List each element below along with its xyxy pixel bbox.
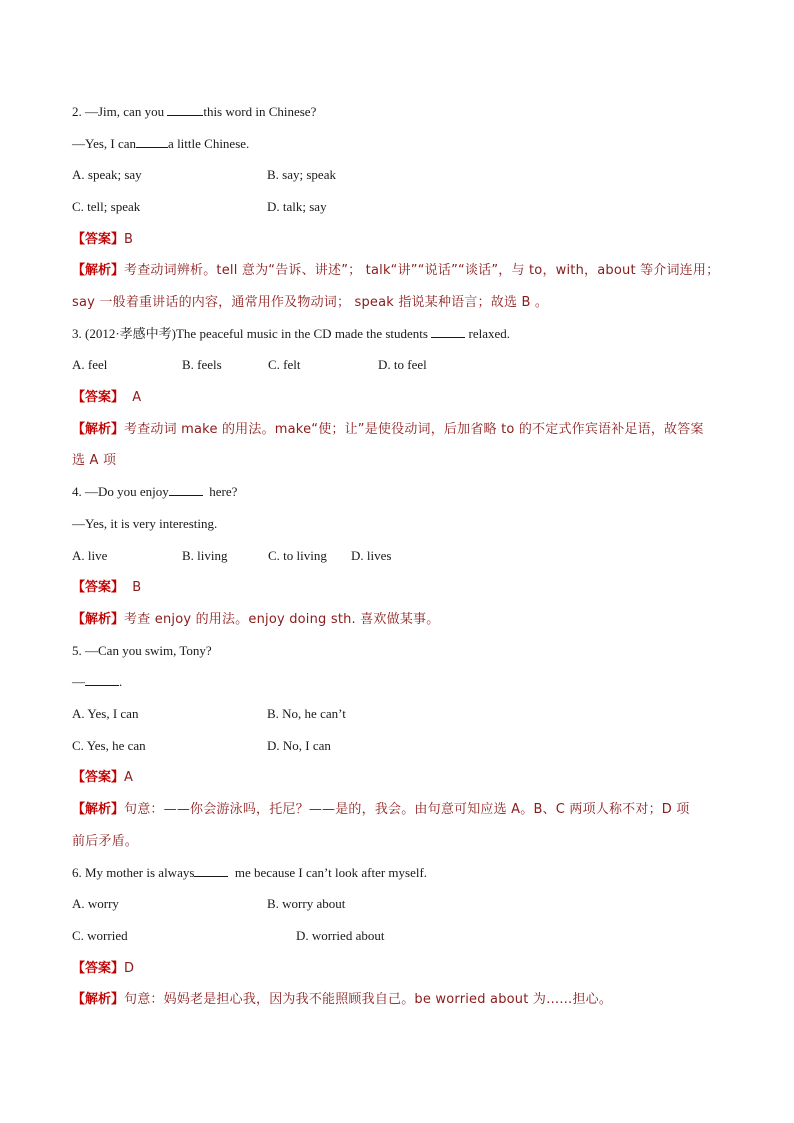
reply-text: a little Chinese.	[168, 136, 250, 151]
explanation-line	[72, 832, 138, 851]
question-5-reply	[72, 673, 122, 691]
explanation-text: 前后矛盾。	[72, 834, 139, 849]
question-2-stem	[72, 103, 316, 121]
question-4-stem	[72, 483, 237, 501]
explanation-line	[72, 261, 719, 280]
explanation-line	[72, 610, 439, 629]
question-stem-text: me because I can’t look after myself.	[228, 865, 428, 880]
explanation-line	[72, 293, 548, 312]
answer-value: B	[124, 580, 142, 595]
question-6-stem	[72, 864, 427, 882]
option-c: C. Yes, he can	[72, 738, 146, 753]
explanation-text: 考查 enjoy 的用法。enjoy doing sth. 喜欢做某事。	[124, 612, 440, 627]
answer-value: D	[124, 961, 135, 976]
question-stem-text: 3. (2012·孝感中考)The peaceful music in the CD made the students	[72, 326, 432, 341]
option-c: C. to living	[268, 548, 327, 563]
question-5-stem: 5. —Can you swim, Tony?	[72, 643, 212, 658]
option-c: C. felt	[268, 357, 301, 372]
answer-blank	[169, 483, 203, 496]
answer-value: B	[124, 232, 133, 247]
question-stem-text: 6. My mother is always	[72, 865, 195, 880]
option-a: A. Yes, I can	[72, 706, 139, 721]
explanation-text: 选 A 项	[72, 453, 117, 468]
option-c: C. worried	[72, 928, 128, 943]
explanation-label: 【解析】	[72, 422, 125, 437]
answer-value: A	[124, 770, 133, 785]
explanation-text: 考查动词 make 的用法。make“使；让”是使役动词，后加省略 to 的不定式作宾语补足语，故答案	[124, 422, 704, 437]
answer-line	[72, 578, 141, 597]
answer-line	[72, 768, 133, 787]
explanation-label: 【解析】	[72, 992, 125, 1007]
reply-text: .	[119, 674, 123, 689]
answer-line	[72, 959, 134, 978]
question-stem-text: relaxed.	[465, 326, 510, 341]
option-d: D. lives	[351, 548, 392, 563]
explanation-label: 【解析】	[72, 263, 125, 278]
question-3-stem	[72, 325, 510, 343]
answer-value: A	[124, 390, 142, 405]
question-stem-text: this word in Chinese?	[203, 104, 317, 119]
option-a: A. live	[72, 548, 108, 563]
explanation-line	[72, 451, 116, 470]
answer-label: 【答案】	[72, 961, 125, 976]
answer-blank	[85, 673, 119, 686]
answer-blank	[167, 103, 203, 116]
option-b: B. No, he can’t	[267, 706, 346, 721]
question-stem-text: here?	[202, 484, 238, 499]
answer-blank	[194, 864, 228, 877]
option-b: B. living	[182, 548, 228, 563]
option-d: D. worried about	[296, 928, 385, 943]
option-d: D. talk; say	[267, 199, 327, 214]
question-2-reply	[72, 135, 249, 153]
option-a: A. speak; say	[72, 167, 142, 182]
option-d: D. to feel	[378, 357, 427, 372]
question-4-reply: —Yes, it is very interesting.	[72, 516, 218, 531]
option-d: D. No, I can	[267, 738, 331, 753]
explanation-line	[72, 990, 612, 1009]
answer-line	[72, 388, 141, 407]
answer-label: 【答案】	[72, 580, 125, 595]
answer-label: 【答案】	[72, 232, 125, 247]
explanation-text: 考查动词辨析。tell 意为“告诉、讲述”； talk“讲”“说话”“谈话”，与 to，with，about 等介词连用；	[124, 263, 720, 278]
explanation-line	[72, 420, 704, 439]
option-c: C. tell; speak	[72, 199, 141, 214]
answer-blank	[136, 135, 168, 148]
explanation-text: say 一般着重讲话的内容，通常用作及物动词； speak 指说某种语言；故选 B 。	[72, 295, 549, 310]
option-a: A. worry	[72, 896, 119, 911]
explanation-label: 【解析】	[72, 802, 125, 817]
option-b: B. say; speak	[267, 167, 336, 182]
explanation-label: 【解析】	[72, 612, 125, 627]
reply-text: —	[72, 674, 85, 689]
answer-label: 【答案】	[72, 390, 125, 405]
option-b: B. worry about	[267, 896, 346, 911]
answer-line	[72, 230, 133, 249]
question-stem-text: 4. —Do you enjoy	[72, 484, 169, 499]
explanation-text: 句意：——你会游泳吗，托尼？——是的，我会。由句意可知应选 A。B、C 两项人称不对；D 项	[124, 802, 690, 817]
option-a: A. feel	[72, 357, 108, 372]
question-stem-text: 2. —Jim, can you	[72, 104, 168, 119]
answer-blank	[431, 325, 465, 338]
answer-label: 【答案】	[72, 770, 125, 785]
explanation-text: 句意：妈妈老是担心我，因为我不能照顾我自己。be worried about 为……担心。	[124, 992, 613, 1007]
explanation-line	[72, 800, 690, 819]
option-b: B. feels	[182, 357, 222, 372]
reply-text: —Yes, I can	[72, 136, 137, 151]
